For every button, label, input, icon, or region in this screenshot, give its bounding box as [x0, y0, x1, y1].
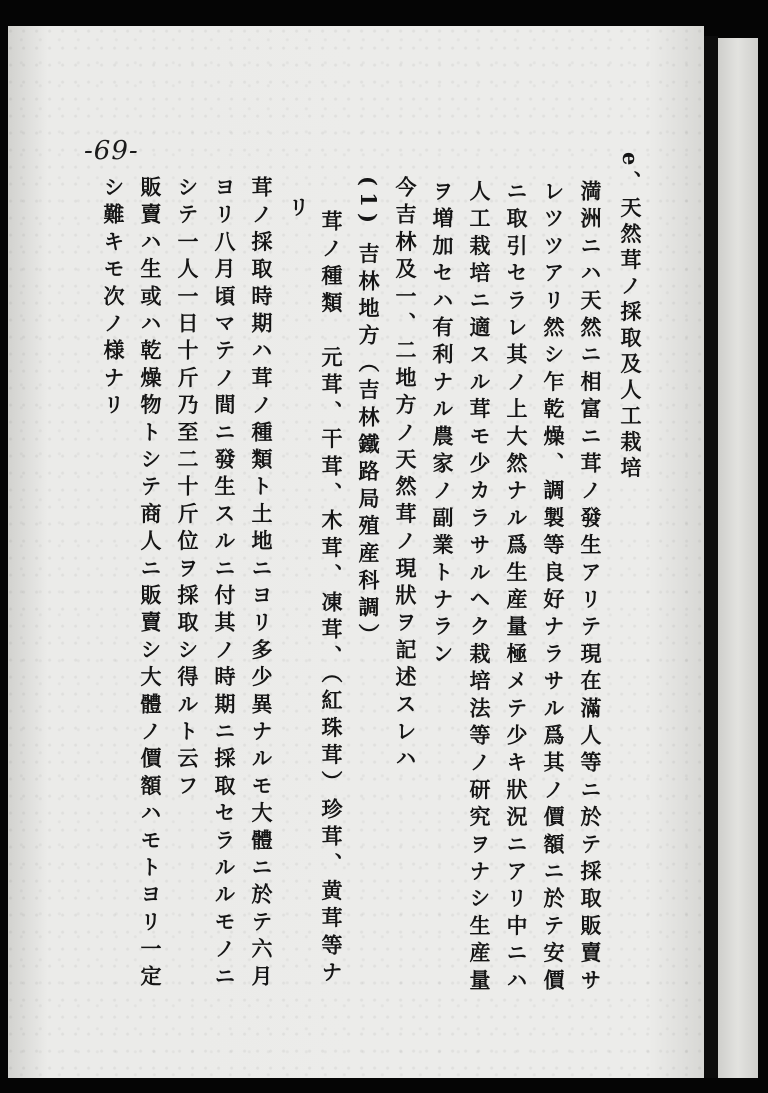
text-column: 茸ノ種類 元茸、干茸、木茸、凍茸、（紅珠茸）珍茸、黄茸等ナ	[319, 210, 344, 989]
text-column: ヨリ八月頃マテノ間ニ發生スルニ付其ノ時期ニ採取セラルルモノニ	[212, 176, 237, 992]
section-heading: e、天然茸ノ採取及人工栽培	[618, 152, 643, 483]
text-column: シ難キモ次ノ様ナリ	[101, 176, 126, 421]
text-column: リ	[286, 196, 311, 224]
text-column: ヲ増加セハ有利ナル農家ノ副業トナラン	[430, 180, 455, 670]
text-column: 満洲ニハ天然ニ相富ニ茸ノ發生アリテ現在滿人等ニ於テ採取販賣サ	[578, 180, 603, 996]
text-column: 販賣ハ生或ハ乾燥物トシテ商人ニ販賣シ大體ノ價額ハモトヨリ一定	[138, 176, 163, 992]
text-column: 茸ノ採取時期ハ茸ノ種類ト土地ニヨリ多少異ナルモ大體ニ於テ六月	[249, 176, 274, 992]
text-column: 人工栽培ニ適スル茸モ少カラサルヘク栽培法等ノ研究ヲナシ生産量	[467, 180, 492, 996]
text-column: 今吉林及一、二地方ノ天然茸ノ現狀ヲ記述スレハ	[393, 176, 418, 775]
subsection-heading: (1) 吉林地方（吉林鐵路局殖産科調）	[356, 176, 381, 651]
page-number: -69-	[84, 136, 139, 166]
next-page-edge	[718, 38, 758, 1078]
text-column: ニ取引セラレ其ノ上大然ナル爲生産量極メテ少キ狀況ニアリ中ニハ	[504, 180, 529, 996]
text-column: シテ一人一日十斤乃至二十斤位ヲ採取シ得ルト云フ	[175, 176, 200, 802]
text-column: レツツアリ然シ乍乾燥、調製等良好ナラサル爲其ノ價額ニ於テ安價	[541, 180, 566, 996]
binding-shadow	[704, 36, 718, 1078]
